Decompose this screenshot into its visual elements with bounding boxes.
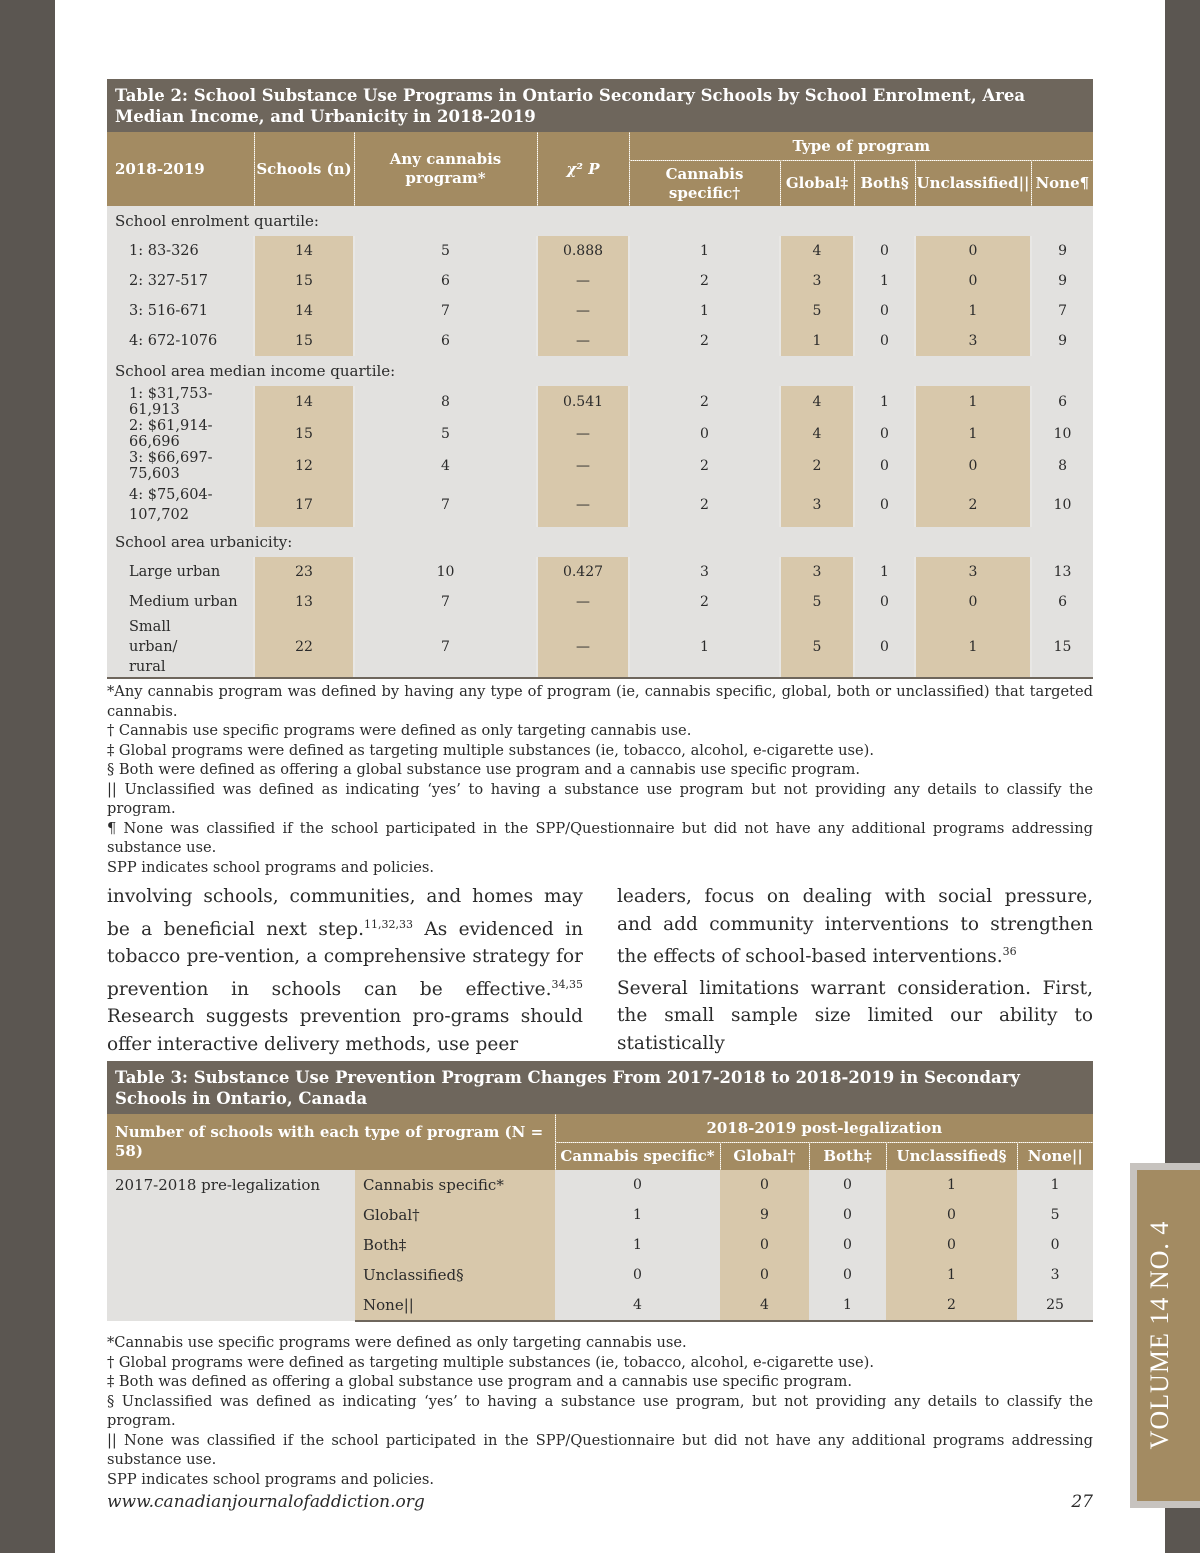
cell: 3	[629, 557, 780, 587]
row-label: Cannabis specific*	[355, 1170, 555, 1200]
table-row	[107, 296, 1093, 326]
cell: —	[537, 326, 629, 356]
cell: 12	[254, 450, 354, 482]
cell: 7	[1031, 296, 1093, 326]
table-row	[107, 266, 1093, 296]
cell: 0	[854, 236, 915, 266]
cell: 0	[555, 1170, 720, 1200]
citation: 36	[1002, 945, 1017, 958]
cell: 15	[1031, 617, 1093, 678]
cell: 1	[780, 326, 854, 356]
cell: 10	[354, 557, 537, 587]
cell: 1	[629, 617, 780, 678]
cell: 0.427	[537, 557, 629, 587]
header-chi-p: χ² P	[537, 132, 629, 206]
header-schools: Schools (n)	[254, 132, 354, 206]
header-type-of-program: Type of program	[629, 132, 1093, 161]
row-label: None||	[355, 1290, 555, 1321]
header-global: Global‡	[780, 161, 854, 207]
header-col: Global†	[720, 1143, 809, 1171]
row-label: 4: 672-1076	[107, 326, 254, 356]
cell: 9	[1031, 236, 1093, 266]
cell: 0	[886, 1230, 1017, 1260]
cell: 5	[780, 296, 854, 326]
table-row	[107, 587, 1093, 617]
cell: 2	[629, 482, 780, 527]
footnote: ¶ None was classified if the school participated in the SPP/Questionnaire but did not have any additional programs addressing substance use.	[107, 819, 1093, 856]
table-row	[107, 617, 1093, 678]
table-row	[107, 418, 1093, 450]
cell: 0	[809, 1170, 886, 1200]
cell: 0.541	[537, 386, 629, 418]
cell: 1	[1017, 1170, 1093, 1200]
cell: 1	[629, 296, 780, 326]
cell: 25	[1017, 1290, 1093, 1321]
cell: 5	[354, 418, 537, 450]
cell: 0	[854, 482, 915, 527]
row-label: 3: $66,697-75,603	[107, 450, 254, 482]
cell: 0	[854, 418, 915, 450]
header-both: Both§	[854, 161, 915, 207]
cell: 0	[854, 587, 915, 617]
cell: 0	[854, 326, 915, 356]
cell: 2	[629, 266, 780, 296]
header-cannabis-specific: Cannabis specific†	[629, 161, 780, 207]
cell: 1	[555, 1200, 720, 1230]
cell: 0	[809, 1230, 886, 1260]
row-label: 2: $61,914-66,696	[107, 418, 254, 450]
cell: 2	[915, 482, 1031, 527]
cell: 3	[780, 266, 854, 296]
footnote: || None was classified if the school participated in the SPP/Questionnaire but did not have any additional programs addressing substance use.	[107, 1431, 1093, 1468]
cell: 5	[1017, 1200, 1093, 1230]
cell: 15	[254, 418, 354, 450]
cell: 8	[1031, 450, 1093, 482]
cell: —	[537, 587, 629, 617]
footnote: § Both were defined as offering a global substance use program and a cannabis use specific program.	[107, 761, 861, 778]
cell: 6	[354, 326, 537, 356]
cell: —	[537, 418, 629, 450]
cell: 1	[915, 296, 1031, 326]
left-margin-bar	[0, 0, 55, 1553]
header-col: Both‡	[809, 1143, 886, 1171]
cell: 0	[854, 296, 915, 326]
table-row	[107, 326, 1093, 356]
cell: 1	[915, 386, 1031, 418]
cell: 0	[720, 1230, 809, 1260]
row-label: Both‡	[355, 1230, 555, 1260]
cell: 9	[1031, 266, 1093, 296]
page-number: 27	[1071, 1492, 1093, 1512]
body-column-left	[107, 883, 583, 1062]
journal-url[interactable]: www.canadianjournalofaddiction.org	[107, 1492, 425, 1512]
cell: 0	[555, 1260, 720, 1290]
row-label: 1: 83-326	[107, 236, 254, 266]
table-row	[107, 386, 1093, 418]
cell: 6	[1031, 587, 1093, 617]
table-row	[107, 450, 1093, 482]
cell: 1	[809, 1290, 886, 1321]
cell: 1	[854, 266, 915, 296]
header-post-legalization: 2018-2019 post-legalization	[555, 1114, 1093, 1143]
cell: —	[537, 266, 629, 296]
header-unclassified: Unclassified||	[915, 161, 1031, 207]
cell: 9	[1031, 326, 1093, 356]
cell: 5	[780, 587, 854, 617]
row-label: 2: 327-517	[107, 266, 254, 296]
cell: 4	[555, 1290, 720, 1321]
cell: 17	[254, 482, 354, 527]
row-label: Unclassified§	[355, 1260, 555, 1290]
cell: 0	[915, 450, 1031, 482]
header-number-of-schools: Number of schools with each type of program (N = 58)	[107, 1114, 555, 1170]
cell: 3	[780, 557, 854, 587]
row-label: 4: $75,604-107,702	[107, 482, 254, 527]
cell: 2	[886, 1290, 1017, 1321]
cell: 0	[854, 617, 915, 678]
cell: 15	[254, 326, 354, 356]
cell: 2	[629, 450, 780, 482]
volume-label: VOLUME 14 NO. 4	[1145, 1220, 1174, 1450]
cell: 0	[915, 236, 1031, 266]
cell: 0	[1017, 1230, 1093, 1260]
table-row	[107, 1170, 1093, 1200]
cell: 14	[254, 236, 354, 266]
footnote: † Global programs were defined as targeting multiple substances (ie, tobacco, alcohol, e-cigarette use).	[107, 1353, 874, 1371]
cell: 14	[254, 386, 354, 418]
cell: 8	[354, 386, 537, 418]
cell: 7	[354, 482, 537, 527]
cell: 0	[809, 1200, 886, 1230]
cell: 23	[254, 557, 354, 587]
section-title: School enrolment quartile:	[107, 206, 1093, 236]
cell: 1	[555, 1230, 720, 1260]
pre-legalization-label: 2017-2018 pre-legalization	[107, 1170, 355, 1321]
cell: 10	[1031, 482, 1093, 527]
cell: 0	[720, 1170, 809, 1200]
footnote: || Unclassified was defined as indicating ‘yes’ to having a substance use program but not providing any details to classify the program.	[107, 780, 1093, 817]
citation: 34,35	[551, 977, 583, 991]
row-label: Large urban	[107, 557, 254, 587]
citation: 11,32,33	[363, 917, 413, 931]
row-label: Small urban/ rural	[107, 617, 254, 678]
footnote: SPP indicates school programs and policies.	[107, 1470, 435, 1488]
cell: 7	[354, 587, 537, 617]
cell: 1	[854, 557, 915, 587]
cell: 4	[354, 450, 537, 482]
cell: 0	[720, 1260, 809, 1290]
cell: 7	[354, 296, 537, 326]
cell: 1	[886, 1260, 1017, 1290]
footnote: ‡ Both was defined as offering a global substance use program and a cannabis use specific program.	[107, 1373, 852, 1390]
table-2-footnotes	[107, 682, 1093, 877]
cell: 3	[915, 326, 1031, 356]
footnote: *Cannabis use specific programs were defined as only targeting cannabis use.	[107, 1334, 687, 1351]
table-3	[107, 1061, 1093, 1322]
footnote: † Cannabis use specific programs were defined as only targeting cannabis use.	[107, 722, 692, 739]
cell: 13	[254, 587, 354, 617]
table-row	[107, 236, 1093, 266]
cell: 1	[915, 418, 1031, 450]
cell: 14	[254, 296, 354, 326]
cell: 2	[629, 386, 780, 418]
paragraph: involving schools, communities, and homes may be a beneficial next step.$^{11,32,33}$ As evidenced in tobacco pre-vention, a comprehensive strategy for prevention in schools can be effective.$^{34,35}$ Research suggests prevention pro-grams should offer interactive delivery methods, use peer	[107, 886, 583, 1055]
section-title: School area urbanicity:	[107, 527, 1093, 557]
footnote: ‡ Global programs were defined as targeting multiple substances (ie, tobacco, alcohol, e-cigarette use).	[107, 741, 874, 759]
footnote: § Unclassified was defined as indicating ‘yes’ to having a substance use program, but not providing any details to classify the program.	[107, 1392, 1093, 1429]
cell: 6	[354, 266, 537, 296]
cell: 1	[854, 386, 915, 418]
cell: 10	[1031, 418, 1093, 450]
cell: 3	[915, 557, 1031, 587]
cell: 0	[629, 418, 780, 450]
table-row	[107, 482, 1093, 527]
table-row	[107, 557, 1093, 587]
header-none: None¶	[1031, 161, 1093, 207]
table-2	[107, 79, 1093, 679]
cell: 4	[780, 418, 854, 450]
row-label: Global†	[355, 1200, 555, 1230]
cell: 2	[629, 587, 780, 617]
cell: 3	[780, 482, 854, 527]
cell: 1	[629, 236, 780, 266]
cell: 0.888	[537, 236, 629, 266]
cell: 5	[354, 236, 537, 266]
footnote: SPP indicates school programs and policies.	[107, 858, 435, 876]
cell: 2	[780, 450, 854, 482]
cell: 5	[780, 617, 854, 678]
cell: —	[537, 450, 629, 482]
row-label: 3: 516-671	[107, 296, 254, 326]
cell: 4	[780, 236, 854, 266]
cell: 0	[886, 1200, 1017, 1230]
table-2-title: Table 2: School Substance Use Programs in Ontario Secondary Schools by School Enrolment, Area Median Income, and Urbanicity in 2018-2019	[107, 79, 1093, 132]
cell: 7	[354, 617, 537, 678]
cell: —	[537, 482, 629, 527]
cell: —	[537, 617, 629, 678]
table-3-title: Table 3: Substance Use Prevention Program Changes From 2017-2018 to 2018-2019 in Secondary Schools in Ontario, Canada	[107, 1061, 1093, 1114]
header-any-cannabis: Any cannabis program*	[354, 132, 537, 206]
cell: 22	[254, 617, 354, 678]
cell: 13	[1031, 557, 1093, 587]
section-title: School area median income quartile:	[107, 356, 1093, 386]
header-year: 2018-2019	[107, 132, 254, 206]
cell: 6	[1031, 386, 1093, 418]
cell: 0	[915, 266, 1031, 296]
cell: —	[537, 296, 629, 326]
row-label: Medium urban	[107, 587, 254, 617]
cell: 0	[854, 450, 915, 482]
cell: 1	[886, 1170, 1017, 1200]
cell: 2	[629, 326, 780, 356]
cell: 9	[720, 1200, 809, 1230]
row-label: 1: $31,753-61,913	[107, 386, 254, 418]
cell: 15	[254, 266, 354, 296]
header-col: Cannabis specific*	[555, 1143, 720, 1171]
cell: 1	[915, 617, 1031, 678]
cell: 4	[780, 386, 854, 418]
cell: 3	[1017, 1260, 1093, 1290]
cell: 4	[720, 1290, 809, 1321]
table-3-footnotes	[107, 1333, 1093, 1489]
body-column-right	[617, 883, 1093, 1061]
paragraph: Several limitations warrant consideration. First, the small sample size limited our ability to statistically	[617, 977, 1093, 1054]
cell: 0	[809, 1260, 886, 1290]
cell: 0	[915, 587, 1031, 617]
header-col: None||	[1017, 1143, 1093, 1171]
footnote: *Any cannabis program was defined by having any type of program (ie, cannabis specific, global, both or unclassified) that targeted cannabis.	[107, 683, 1093, 720]
header-col: Unclassified§	[886, 1143, 1017, 1171]
paragraph: leaders, focus on dealing with social pressure, and add community interventions to strengthen the effects of school-based interventions.$^{36}$	[617, 886, 1093, 968]
